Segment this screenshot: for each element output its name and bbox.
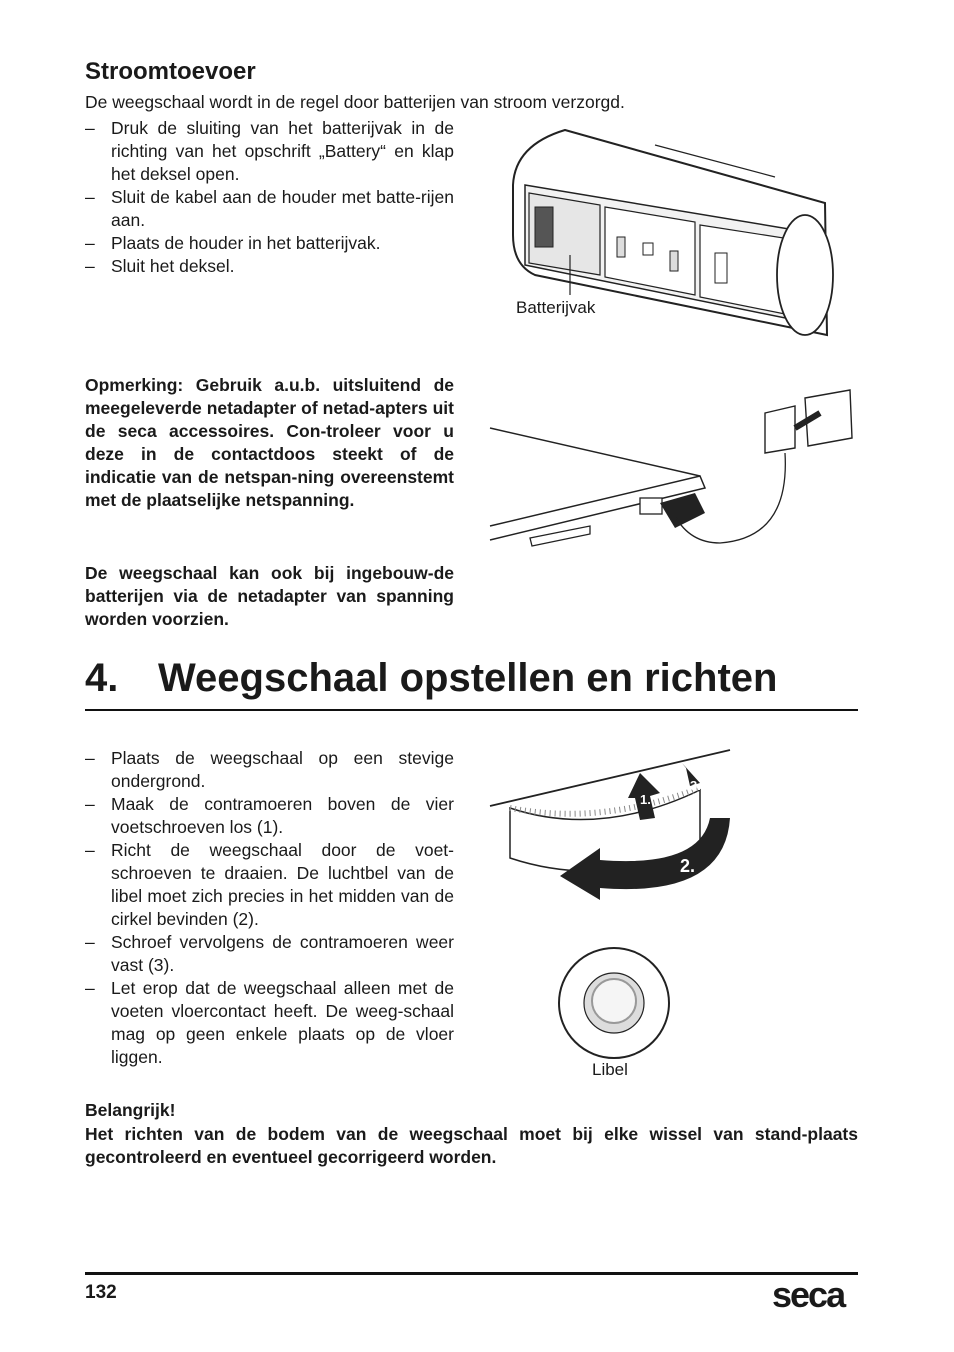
important-text: Het richten van de bodem van de weegschaal moet bij elke wissel van stand-plaats gecontroleerd en eventueel gecorrigeerd worden. [85, 1124, 858, 1167]
list-item: – Maak de contramoeren boven de vier voetschroeven los (1). [85, 793, 454, 839]
foot-screw-illustration [490, 748, 740, 918]
battery-caption: Batterijvak [516, 298, 596, 317]
list-item: – Let erop dat de weegschaal alleen met de voeten vloercontact heeft. De weeg-schaal mag op geen enkele plaats op de vloer liggen. [85, 977, 454, 1069]
setup-steps-list [85, 747, 454, 1069]
important-title: Belangrijk! [85, 1100, 176, 1120]
chapter-rule [85, 709, 858, 711]
intro-text: De weegschaal wordt in de regel door batterijen van stroom verzorgd. [85, 92, 625, 112]
seca-logo: seca [772, 1274, 845, 1315]
list-item: – Schroef vervolgens de contramoeren weer vast (3). [85, 931, 454, 977]
step-1-label: 1. [640, 792, 651, 807]
list-item: – Plaats de houder in het batterijvak. [85, 232, 454, 255]
adapter-illustration [490, 388, 860, 558]
list-item: – Richt de weegschaal door de voet-schroeven te draaien. De luchtbel van de libel moet zich precies in het midden van de cirkel bevinden (2). [85, 839, 454, 931]
list-item: – Sluit de kabel aan de houder met batte-rijen aan. [85, 186, 454, 232]
adapter-note: Opmerking: Gebruik a.u.b. uitsluitend de meegeleverde netadapter of netad-apters uit de seca accessoires. Con-troleer voor u deze in de contactdoos steekt of de indicatie van de netspan-ning overeenstemt met de plaatselijke netspanning. [85, 375, 454, 510]
page-number: 132 [85, 1282, 117, 1303]
level-caption: Libel [592, 1060, 628, 1079]
chapter-title: Weegschaal opstellen en richten [158, 656, 778, 700]
adapter-note-2: De weegschaal kan ook bij ingebouw-de batterijen via de netadapter van spanning worden voorzien. [85, 563, 454, 629]
list-item: – Plaats de weegschaal op een stevige ondergrond. [85, 747, 454, 793]
chapter-number: 4. [85, 656, 119, 700]
section-heading: Stroomtoevoer [85, 58, 256, 85]
spirit-level-illustration [557, 946, 671, 1060]
list-item: – Druk de sluiting van het batterijvak in de richting van het opschrift „Battery“ en klap het deksel open. [85, 117, 454, 186]
power-steps-list [85, 117, 454, 278]
footer-rule [85, 1272, 858, 1275]
list-item: – Sluit het deksel. [85, 255, 454, 278]
step-3-label: 3. [690, 778, 701, 793]
step-2-label: 2. [680, 856, 696, 876]
